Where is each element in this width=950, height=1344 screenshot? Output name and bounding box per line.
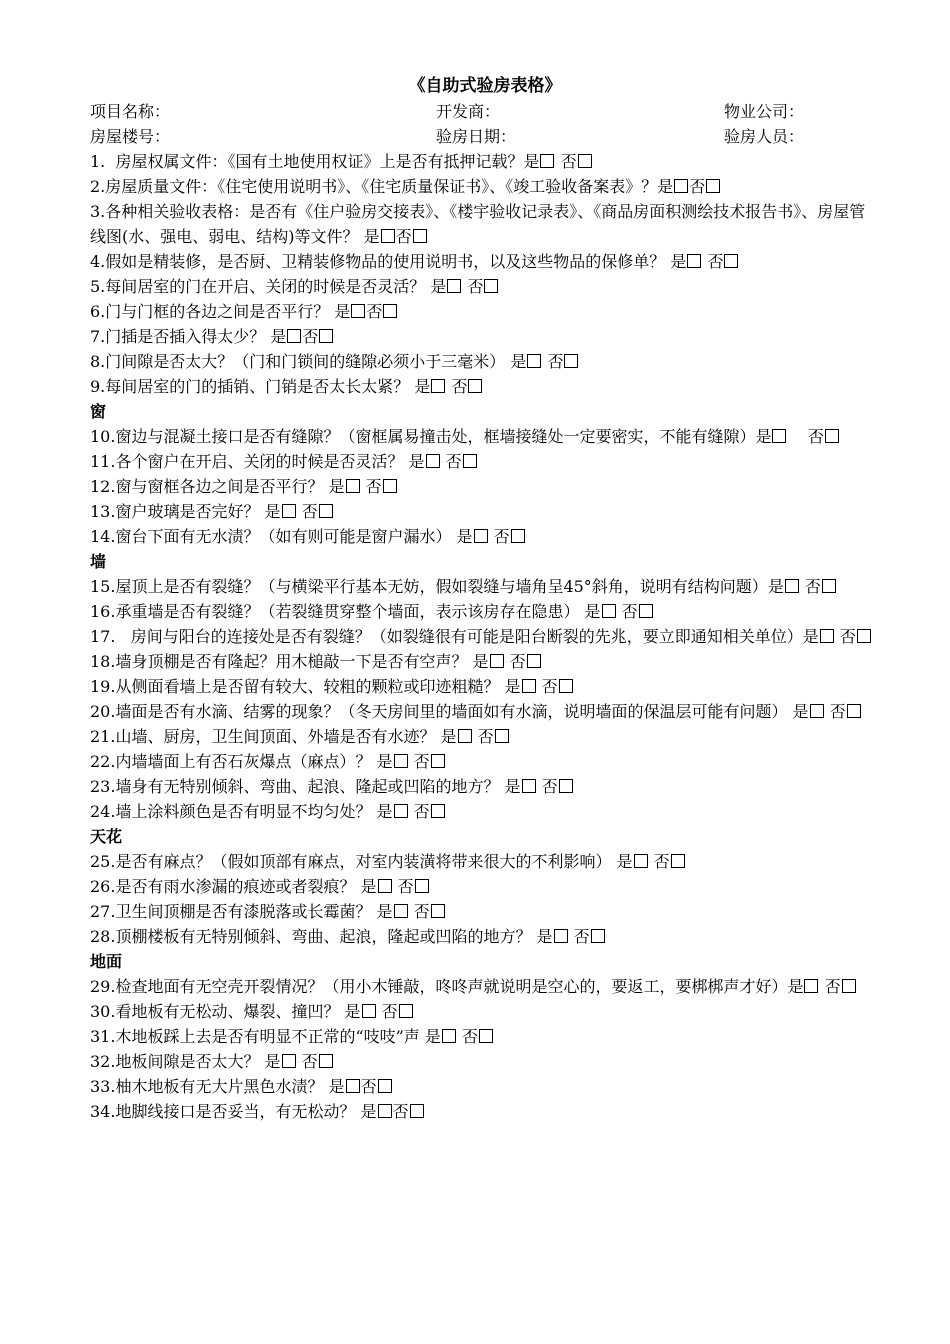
no-label: 否 (573, 927, 590, 946)
yes-checkbox[interactable] (634, 854, 648, 868)
checklist-item (90, 799, 880, 824)
no-label: 否 (839, 627, 856, 646)
project-name-label: 项目名称： (90, 102, 171, 121)
no-checkbox[interactable] (383, 304, 397, 318)
no-label: 否 (395, 227, 412, 246)
question-text: 9.每间居室的门的插销、门销是否太长太紧？ (90, 377, 415, 396)
no-checkbox[interactable] (671, 854, 685, 868)
yes-checkbox[interactable] (346, 479, 360, 493)
yes-checkbox[interactable] (378, 879, 392, 893)
yes-label: 是 (360, 1102, 377, 1121)
yes-label: 是 (536, 927, 553, 946)
yes-label: 是 (792, 702, 809, 721)
question-text: 2.房屋质量文件：《住宅使用说明书》、《住宅质量保证书》、《竣工验收备案表》？ (90, 177, 658, 196)
no-checkbox[interactable] (399, 1004, 413, 1018)
yes-label: 是 (270, 327, 287, 346)
no-checkbox[interactable] (319, 1054, 333, 1068)
no-label: 否 (366, 302, 383, 321)
checklist-item (90, 774, 880, 799)
no-label: 否 (804, 577, 821, 596)
question-text: 29.检查地面有无空壳开裂情况？（用小木锤敲，咚咚声就说明是空心的，要返工，要梆梆声才好） (90, 977, 788, 996)
no-label: 否 (493, 527, 510, 546)
no-label: 否 (689, 177, 706, 196)
yes-checkbox[interactable] (447, 279, 461, 293)
no-checkbox[interactable] (564, 354, 578, 368)
checklist-item (90, 999, 880, 1024)
checklist-item (90, 649, 880, 674)
yes-label: 是 (523, 152, 540, 171)
no-label: 否 (302, 327, 319, 346)
meta-row-2 (90, 124, 880, 149)
no-checkbox[interactable] (463, 454, 477, 468)
no-label: 否 (477, 727, 494, 746)
no-label: 否 (413, 802, 430, 821)
question-text: 28.顶棚楼板有无特别倾斜、弯曲、起浪，隆起或凹陷的地方？ (90, 927, 537, 946)
checklist-item (90, 724, 880, 749)
no-checkbox[interactable] (822, 579, 836, 593)
checklist-item (90, 449, 880, 474)
no-checkbox[interactable] (842, 979, 856, 993)
checklist-item (90, 624, 880, 649)
no-label: 否 (541, 677, 558, 696)
question-text: 19.从侧面看墙上是否留有较大、较粗的颗粒或印迹粗糙？ (90, 677, 505, 696)
page-title: 《自助式验房表格》 (408, 76, 562, 96)
yes-label: 是 (328, 1077, 345, 1096)
no-checkbox[interactable] (724, 254, 738, 268)
checklist-item (90, 1099, 880, 1124)
no-label: 否 (301, 1052, 318, 1071)
checklist-item (90, 1049, 880, 1074)
yes-label: 是 (344, 1002, 361, 1021)
yes-label: 是 (264, 502, 281, 521)
yes-label: 是 (504, 677, 521, 696)
yes-label: 是 (657, 177, 674, 196)
no-label: 否 (807, 427, 824, 446)
yes-checkbox[interactable] (474, 529, 488, 543)
no-label: 否 (365, 477, 382, 496)
option-gap (787, 427, 807, 446)
no-checkbox[interactable] (431, 804, 445, 818)
checklist-item (90, 899, 880, 924)
yes-checkbox[interactable] (522, 779, 536, 793)
question-text: 26.是否有雨水渗漏的痕迹或者裂痕？ (90, 877, 361, 896)
checklist-item (90, 324, 880, 349)
yes-checkbox[interactable] (458, 729, 472, 743)
checklist-page (90, 74, 880, 1124)
no-checkbox[interactable] (591, 929, 605, 943)
question-text: 6.门与门框的各边之间是否平行？ (90, 302, 335, 321)
section-heading: 地面 (90, 952, 123, 971)
yes-label: 是 (376, 902, 393, 921)
yes-label: 是 (767, 577, 784, 596)
no-checkbox[interactable] (431, 754, 445, 768)
yes-checkbox[interactable] (687, 254, 701, 268)
yes-checkbox[interactable] (554, 929, 568, 943)
question-text: 5.每间居室的门在开启、关闭的时候是否灵活？ (90, 277, 431, 296)
no-label: 否 (360, 1077, 377, 1096)
no-label: 否 (829, 702, 846, 721)
no-checkbox[interactable] (559, 779, 573, 793)
yes-checkbox[interactable] (540, 154, 554, 168)
question-text: 24.墙上涂料颜色是否有明显不均匀处？ (90, 802, 377, 821)
no-checkbox[interactable] (410, 1104, 424, 1118)
yes-checkbox[interactable] (785, 579, 799, 593)
yes-checkbox[interactable] (426, 454, 440, 468)
checklist-item (90, 249, 880, 274)
yes-checkbox[interactable] (810, 704, 824, 718)
no-checkbox[interactable] (415, 879, 429, 893)
yes-checkbox[interactable] (442, 1029, 456, 1043)
yes-label: 是 (670, 252, 687, 271)
no-label: 否 (653, 852, 670, 871)
checklist-item (90, 574, 880, 599)
checklist-item (90, 374, 880, 399)
no-checkbox[interactable] (527, 654, 541, 668)
no-checkbox[interactable] (468, 379, 482, 393)
meta-row-1 (90, 99, 880, 124)
yes-checkbox[interactable] (282, 1054, 296, 1068)
yes-checkbox[interactable] (522, 679, 536, 693)
question-text: 27.卫生间顶棚是否有漆脱落或长霉菌？ (90, 902, 377, 921)
no-checkbox[interactable] (578, 154, 592, 168)
yes-checkbox[interactable] (490, 654, 504, 668)
yes-checkbox[interactable] (394, 754, 408, 768)
yes-checkbox[interactable] (772, 429, 786, 443)
yes-label: 是 (424, 1027, 441, 1046)
section-heading: 墙 (90, 552, 107, 571)
no-label: 否 (392, 1102, 409, 1121)
yes-label: 是 (328, 477, 345, 496)
question-text: 14.窗台下面有无水渍？（如有则可能是窗户漏水） (90, 527, 457, 546)
checklist-items (90, 149, 880, 1124)
question-text: 32.地板间隙是否太大？ (90, 1052, 265, 1071)
no-checkbox[interactable] (825, 429, 839, 443)
checklist-item (90, 524, 880, 549)
no-checkbox[interactable] (319, 504, 333, 518)
checklist-item (90, 474, 880, 499)
no-checkbox[interactable] (639, 604, 653, 618)
no-label: 否 (621, 602, 638, 621)
no-checkbox[interactable] (319, 329, 333, 343)
yes-checkbox[interactable] (362, 1004, 376, 1018)
question-text: 1. 房屋权属文件：《国有土地使用权证》上是否有抵押记载？ (90, 152, 524, 171)
question-text: 25.是否有麻点？（假如顶部有麻点，对室内装潢将带来很大的不利影响） (90, 852, 617, 871)
question-text: 12.窗与窗框各边之间是否平行？ (90, 477, 329, 496)
yes-label: 是 (376, 802, 393, 821)
question-text: 13.窗户玻璃是否完好？ (90, 502, 265, 521)
question-text: 33.柚木地板有无大片黑色水渍？ (90, 1077, 329, 1096)
yes-checkbox[interactable] (381, 229, 395, 243)
checklist-item (90, 699, 880, 724)
question-text: 15.屋顶上是否有裂缝？（与横梁平行基本无妨，假如裂缝与墙角呈45°斜角，说明有结构问题） (90, 577, 768, 596)
yes-checkbox[interactable] (431, 379, 445, 393)
no-checkbox[interactable] (479, 1029, 493, 1043)
no-label: 否 (467, 277, 484, 296)
yes-checkbox[interactable] (527, 354, 541, 368)
no-label: 否 (547, 352, 564, 371)
property-company-label: 物业公司： (724, 102, 805, 121)
checklist-item (90, 874, 880, 899)
yes-label: 是 (363, 227, 380, 246)
checklist-item (90, 274, 880, 299)
no-checkbox[interactable] (383, 479, 397, 493)
no-label: 否 (560, 152, 577, 171)
yes-label: 是 (456, 527, 473, 546)
yes-label: 是 (376, 752, 393, 771)
yes-label: 是 (430, 277, 447, 296)
checklist-item (90, 349, 880, 374)
no-label: 否 (413, 902, 430, 921)
checklist-item (90, 599, 880, 624)
yes-checkbox[interactable] (394, 904, 408, 918)
building-number-label: 房屋楼号： (90, 127, 171, 146)
no-checkbox[interactable] (857, 629, 871, 643)
yes-checkbox[interactable] (282, 504, 296, 518)
no-label: 否 (301, 502, 318, 521)
no-label: 否 (413, 752, 430, 771)
yes-label: 是 (584, 602, 601, 621)
question-text: 18.墙身顶棚是否有隆起？用木槌敲一下是否有空声？ (90, 652, 473, 671)
yes-label: 是 (504, 777, 521, 796)
no-label: 否 (451, 377, 468, 396)
checklist-item (90, 199, 880, 249)
inspector-label: 验房人员： (724, 127, 805, 146)
yes-label: 是 (510, 352, 527, 371)
yes-label: 是 (334, 302, 351, 321)
no-label: 否 (381, 1002, 398, 1021)
yes-label: 是 (360, 877, 377, 896)
no-label: 否 (397, 877, 414, 896)
question-text: 3.各种相关验收表格：是否有《住户验房交接表》、《楼宇验收记录表》、《商品房面积测绘技术报告书》、房屋管线图(水、强电、弱电、结构)等文件？ (90, 202, 866, 246)
section-heading: 窗 (90, 402, 107, 421)
no-checkbox[interactable] (484, 279, 498, 293)
question-text: 4.假如是精装修，是否厨、卫精装修物品的使用说明书，以及这些物品的保修单？ (90, 252, 671, 271)
checklist-item (90, 424, 880, 449)
no-checkbox[interactable] (495, 729, 509, 743)
no-label: 否 (445, 452, 462, 471)
no-label: 否 (824, 977, 841, 996)
yes-label: 是 (616, 852, 633, 871)
yes-checkbox[interactable] (394, 804, 408, 818)
question-text: 22.内墙墙面上有否石灰爆点（麻点）？ (90, 752, 377, 771)
checklist-item (90, 674, 880, 699)
checklist-item (90, 299, 880, 324)
section-heading: 天花 (90, 827, 123, 846)
question-text: 34.地脚线接口是否妥当，有无松动？ (90, 1102, 361, 1121)
question-text: 21.山墙、厨房，卫生间顶面、外墙是否有水迹？ (90, 727, 441, 746)
inspection-date-label: 验房日期： (436, 127, 517, 146)
yes-checkbox[interactable] (378, 1104, 392, 1118)
question-text: 31.木地板踩上去是否有明显不正常的“吱吱”声 (90, 1027, 425, 1046)
yes-label: 是 (264, 1052, 281, 1071)
yes-label: 是 (440, 727, 457, 746)
yes-checkbox[interactable] (674, 179, 688, 193)
yes-label: 是 (787, 977, 804, 996)
yes-checkbox[interactable] (602, 604, 616, 618)
yes-label: 是 (414, 377, 431, 396)
no-label: 否 (541, 777, 558, 796)
no-label: 否 (707, 252, 724, 271)
checklist-item (90, 849, 880, 874)
question-text: 23.墙身有无特别倾斜、弯曲、起浪、隆起或凹陷的地方？ (90, 777, 505, 796)
no-checkbox[interactable] (378, 1079, 392, 1093)
no-checkbox[interactable] (431, 904, 445, 918)
no-checkbox[interactable] (413, 229, 427, 243)
question-text: 8.门间隙是否太大？（门和门锁间的缝隙必须小于三毫米） (90, 352, 511, 371)
question-text: 20.墙面是否有水滴、结雾的现象？（冬天房间里的墙面如有水滴，说明墙面的保温层可能有问题） (90, 702, 793, 721)
no-label: 否 (509, 652, 526, 671)
checklist-item (90, 924, 880, 949)
checklist-item (90, 1024, 880, 1049)
checklist-item (90, 149, 880, 174)
no-checkbox[interactable] (706, 179, 720, 193)
yes-checkbox[interactable] (820, 629, 834, 643)
no-checkbox[interactable] (511, 529, 525, 543)
yes-checkbox[interactable] (804, 979, 818, 993)
yes-checkbox[interactable] (287, 329, 301, 343)
checklist-item (90, 974, 880, 999)
checklist-item (90, 174, 880, 199)
yes-label: 是 (802, 627, 819, 646)
yes-checkbox[interactable] (346, 1079, 360, 1093)
checklist-item (90, 749, 880, 774)
yes-label: 是 (472, 652, 489, 671)
question-text: 17. 房间与阳台的连接处是否有裂缝？（如裂缝很有可能是阳台断裂的先兆，要立即通知相关单位） (90, 627, 803, 646)
yes-label: 是 (755, 427, 772, 446)
no-label: 否 (462, 1027, 479, 1046)
question-text: 16.承重墙是否有裂缝？（若裂缝贯穿整个墙面，表示该房存在隐患） (90, 602, 585, 621)
question-text: 10.窗边与混凝土接口是否有缝隙？（窗框属易撞击处，框墙接缝处一定要密实，不能有缝隙） (90, 427, 756, 446)
developer-label: 开发商： (436, 102, 501, 121)
no-checkbox[interactable] (847, 704, 861, 718)
checklist-item (90, 499, 880, 524)
yes-checkbox[interactable] (351, 304, 365, 318)
no-checkbox[interactable] (559, 679, 573, 693)
question-text: 30.看地板有无松动、爆裂、撞凹？ (90, 1002, 345, 1021)
question-text: 7.门插是否插入得太少？ (90, 327, 271, 346)
yes-label: 是 (408, 452, 425, 471)
checklist-item (90, 1074, 880, 1099)
question-text: 11.各个窗户在开启、关闭的时候是否灵活？ (90, 452, 409, 471)
